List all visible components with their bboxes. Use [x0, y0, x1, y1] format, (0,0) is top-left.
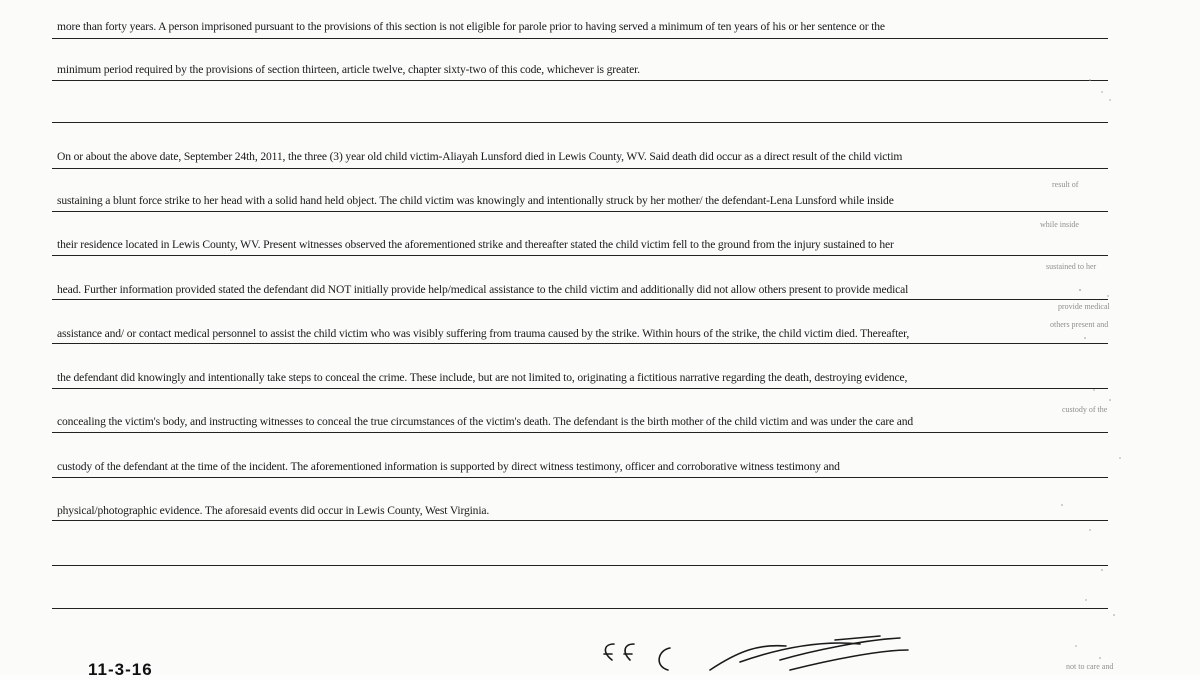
text-line-8: the defendant did knowingly and intentionally take steps to conceal the crime. These include, but are not limited to, originating a fictitious narrative regarding the death, destroying evidence, [57, 371, 908, 384]
margin-fragment: others present and [1050, 320, 1109, 329]
scan-speckle [990, 60, 1130, 675]
text-line-2: minimum period required by the provisions of section thirteen, article twelve, chapter sixty-two of this code, whichever is greater. [57, 63, 640, 76]
form-rule [52, 432, 1108, 433]
text-line-4: sustaining a blunt force strike to her head with a solid hand held object. The child victim was knowingly and intentionally struck by her mother/ the defendant-Lena Lunsford while inside [57, 194, 894, 207]
margin-fragment: while inside [1040, 220, 1079, 229]
text-line-11: physical/photographic evidence. The aforesaid events did occur in Lewis County, West Virginia. [57, 504, 490, 517]
margin-fragment: not to care and [1066, 662, 1114, 671]
margin-fragment: custody of the [1062, 405, 1108, 414]
margin-fragment: sustained to her [1046, 262, 1097, 271]
text-line-6: head. Further information provided stated the defendant did NOT initially provide help/medical assistance to the child victim and additionally did not allow others present to provide medical [57, 283, 909, 296]
form-rule [52, 299, 1108, 300]
margin-fragment: provide medical [1058, 302, 1110, 311]
form-rule [52, 168, 1108, 169]
form-rule [52, 80, 1108, 81]
text-line-3: On or about the above date, September 24th, 2011, the three (3) year old child victim-Aliayah Lunsford died in Lewis County, WV. Said death did occur as a direct result of the child victim [57, 150, 903, 163]
text-line-7: assistance and/ or contact medical personnel to assist the child victim who was visibly suffering from trauma caused by the strike. Within hours of the strike, the child victim died. Thereafter, [57, 327, 910, 340]
form-rule [52, 211, 1108, 212]
signature-mark [590, 630, 920, 680]
form-rule [52, 38, 1108, 39]
form-rule [52, 122, 1108, 123]
form-rule [52, 608, 1108, 609]
form-rule [52, 255, 1108, 256]
text-line-1: more than forty years. A person imprisoned pursuant to the provisions of this section is not eligible for parole prior to having served a minimum of ten years of his or her sentence or the [57, 20, 885, 33]
signature-date: 11-3-16 [88, 660, 153, 679]
form-rule [52, 388, 1108, 389]
text-line-10: custody of the defendant at the time of the incident. The aforementioned information is supported by direct witness testimony, officer and corroborative witness testimony and [57, 460, 840, 473]
text-line-9: concealing the victim's body, and instructing witnesses to conceal the true circumstances of the victim's death. The defendant is the birth mother of the child victim and was under the care and [57, 415, 914, 428]
margin-fragment: result of [1052, 180, 1079, 189]
form-rule [52, 343, 1108, 344]
form-rule [52, 565, 1108, 566]
form-rule [52, 520, 1108, 521]
form-rule [52, 477, 1108, 478]
text-line-5: their residence located in Lewis County, WV. Present witnesses observed the aforementioned strike and thereafter stated the child victim fell to the ground from the injury sustained to her [57, 238, 894, 251]
